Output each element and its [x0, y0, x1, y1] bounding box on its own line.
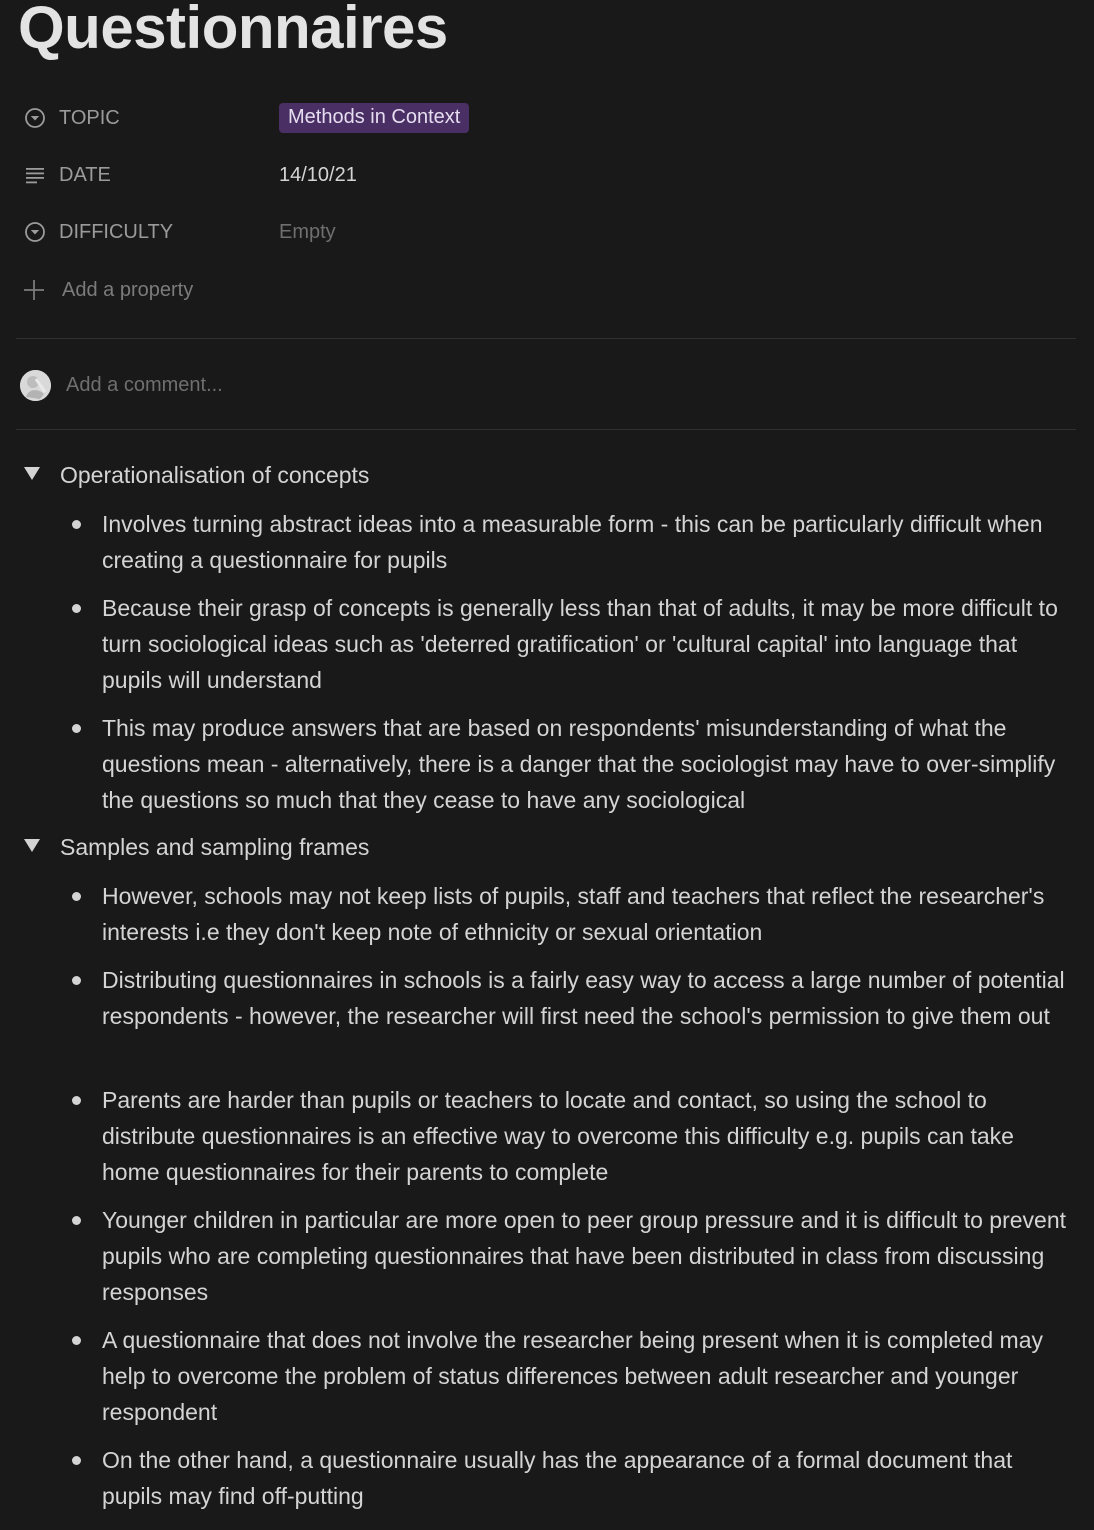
bullet-icon	[72, 724, 81, 733]
avatar	[20, 370, 51, 401]
page-title[interactable]: Questionnaires	[18, 0, 448, 61]
add-property-button[interactable]	[22, 273, 193, 307]
select-icon	[24, 107, 46, 129]
bullet-icon	[72, 520, 81, 529]
comment-bar[interactable]	[20, 368, 666, 402]
divider	[16, 429, 1076, 430]
list-item-text[interactable]: A questionnaire that does not involve the researcher being present when it is completed may help to overcome the problem of status differences between adult researcher and younger respondent	[102, 1327, 1044, 1425]
property-value-topic[interactable]	[279, 101, 469, 135]
bullet-icon	[72, 892, 81, 901]
property-label: TOPIC	[59, 106, 120, 129]
toggle-heading: Samples and sampling frames	[60, 834, 370, 860]
list-item-text[interactable]: Because their grasp of concepts is generally less than that of adults, it may be more difficult to turn sociological ideas such as 'deterred gratification' or 'cultural capital' into language that pupils will understand	[102, 595, 1058, 693]
toggle-heading: Operationalisation of concepts	[60, 462, 370, 488]
list-item-text[interactable]: Distributing questionnaires in schools is a fairly easy way to access a large number of potential respondents - however, the researcher will first need the school's permission to give them out	[102, 967, 1065, 1029]
property-label: DIFFICULTY	[59, 220, 174, 243]
text-lines-icon	[24, 164, 46, 186]
plus-icon	[22, 278, 46, 302]
list-item-text[interactable]: On the other hand, a questionnaire usually has the appearance of a formal document that pupils may find off-putting	[102, 1447, 1013, 1509]
toggle-block-samples[interactable]	[24, 829, 1074, 865]
property-name-difficulty[interactable]	[22, 215, 262, 249]
user-avatar-icon	[20, 370, 51, 401]
property-name-topic[interactable]	[22, 101, 262, 135]
date-value: 14/10/21	[279, 163, 357, 186]
add-property-label: Add a property	[62, 278, 194, 301]
property-row-date[interactable]	[22, 158, 1076, 192]
toggle-block-operationalisation[interactable]	[24, 457, 1074, 493]
select-icon	[24, 221, 46, 243]
divider	[16, 338, 1076, 339]
list-item-text[interactable]: This may produce answers that are based on respondents' misunderstanding of what the questions mean - alternatively, there is a danger that the sociologist may have to over-simplify the questions so much that they cease to have any sociological	[102, 715, 1056, 813]
list-item-text[interactable]: Involves turning abstract ideas into a measurable form - this can be particularly difficult when creating a questionnaire for pupils	[102, 511, 1043, 573]
property-name-date[interactable]	[22, 158, 262, 192]
property-label: DATE	[59, 163, 111, 186]
toggle-arrow-icon[interactable]	[24, 839, 40, 852]
topic-tag[interactable]: Methods in Context	[279, 103, 469, 133]
empty-placeholder: Empty	[279, 220, 336, 243]
bullet-icon	[72, 604, 81, 613]
list-item-text[interactable]: Younger children in particular are more open to peer group pressure and it is difficult to prevent pupils who are completing questionnaires that have been distributed in class from discussing responses	[102, 1207, 1067, 1305]
comment-input[interactable]	[66, 374, 666, 397]
bullet-icon	[72, 976, 81, 985]
property-value-difficulty[interactable]	[279, 215, 336, 249]
list-item-text[interactable]: Parents are harder than pupils or teachers to locate and contact, so using the school to distribute questionnaires is an effective way to overcome this difficulty e.g. pupils can take home questionnaires for their parents to complete	[102, 1087, 1014, 1185]
property-row-difficulty[interactable]	[22, 215, 1076, 249]
bullet-icon	[72, 1336, 81, 1345]
list-item-text[interactable]: However, schools may not keep lists of pupils, staff and teachers that reflect the researcher's interests i.e they don't keep note of ethnicity or sexual orientation	[102, 883, 1045, 945]
property-row-topic[interactable]	[22, 101, 1076, 135]
bullet-icon	[72, 1216, 81, 1225]
bullet-icon	[72, 1096, 81, 1105]
bullet-icon	[72, 1456, 81, 1465]
toggle-arrow-icon[interactable]	[24, 467, 40, 480]
property-value-date[interactable]	[279, 158, 357, 192]
